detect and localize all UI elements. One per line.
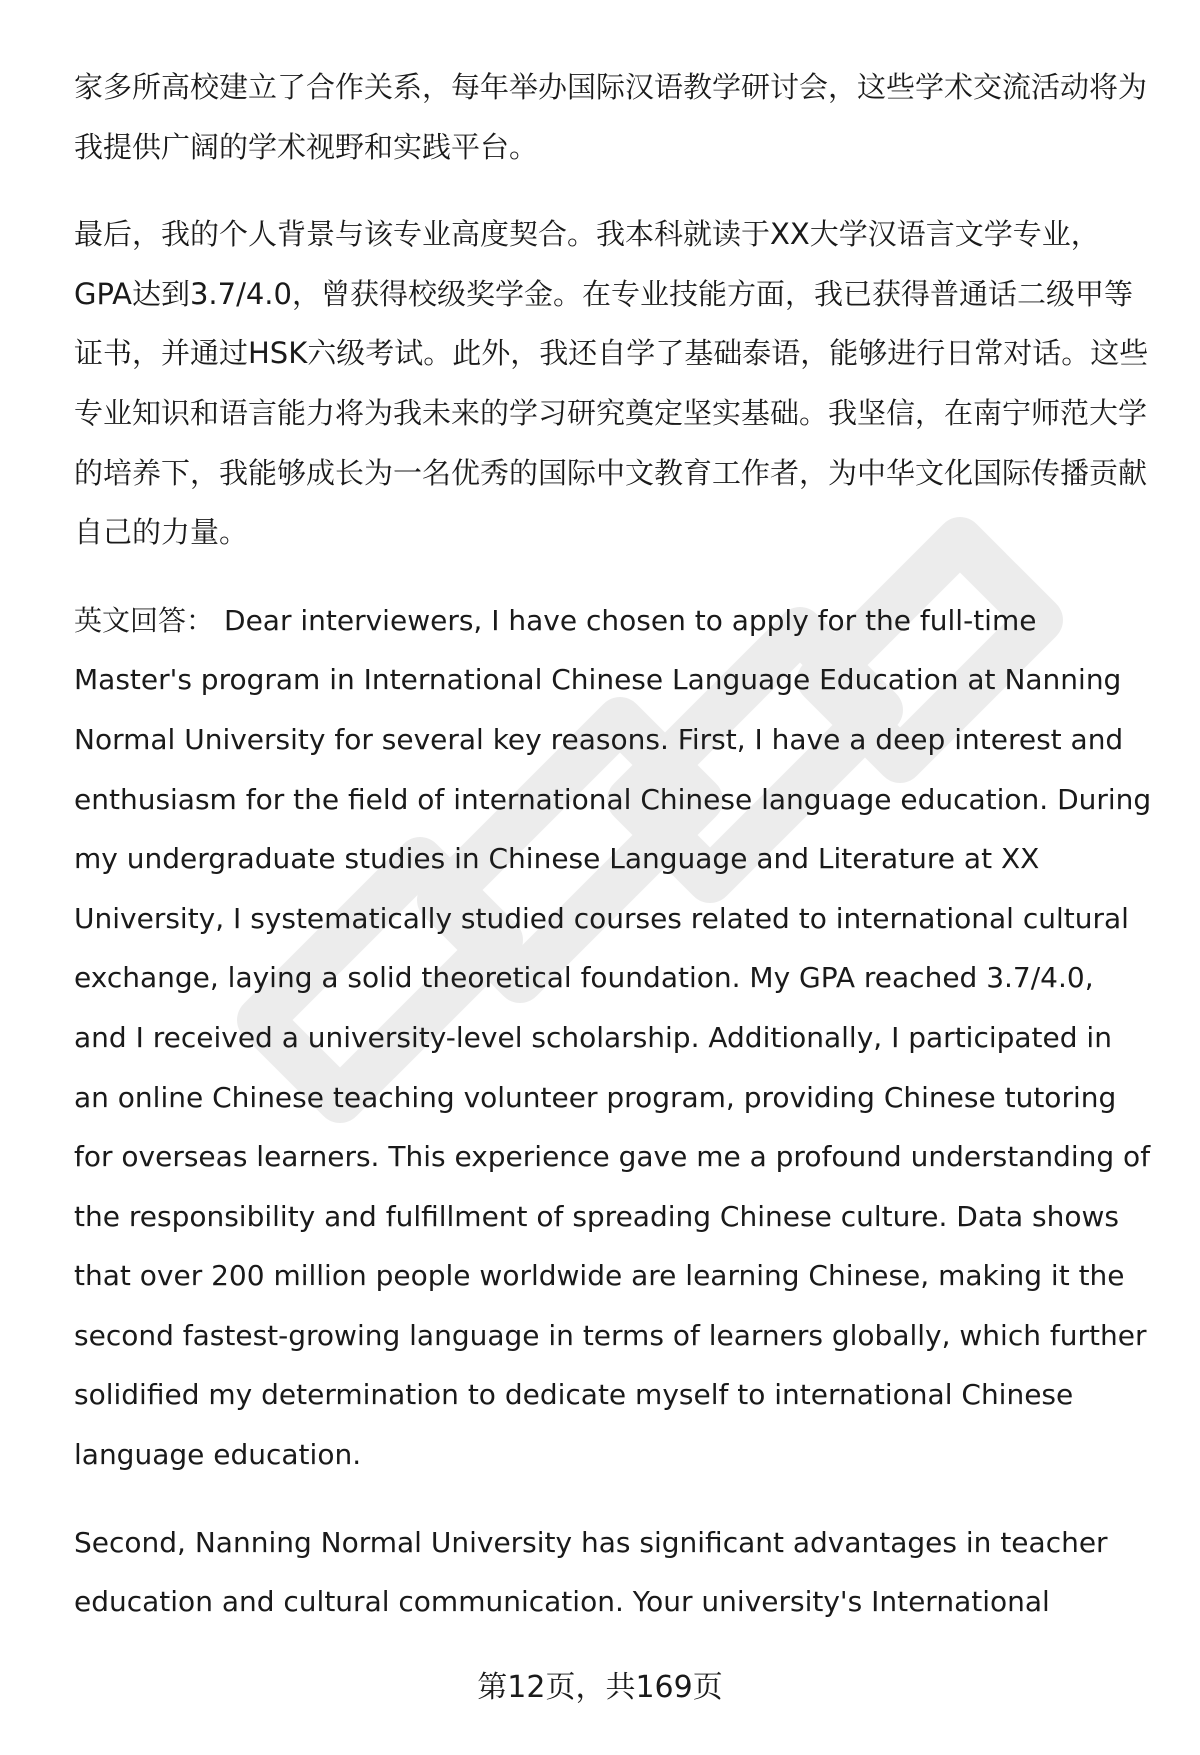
page-number-footer: 第12页，共169页 — [477, 1670, 723, 1705]
paragraph-1: 家多所高校建立了合作关系，每年举办国际汉语教学研讨会，这些学术交流活动将为我提供广阔的学术视野和实践平台。 — [74, 70, 1148, 164]
paragraph-4: Second, Nanning Normal University has significant advantages in teacher education and cultural communication. Your university's International — [74, 1525, 1108, 1619]
paragraph-3 — [74, 591, 1154, 1485]
paragraph-2: 最后，我的个人背景与该专业高度契合。我本科就读于XX大学汉语言文学专业，GPA达到3.7/4.0，曾获得校级奖学金。在专业技能方面，我已获得普通话二级甲等证书，并通过HSK六级考试。此外，我还自学了基础泰语，能够进行日常对话。这些专业知识和语言能力将为我未来的学习研究奠定坚实基础。我坚信，在南宁师范大学的培养下，我能够成长为一名优秀的国际中文教育工作者，为中华文化国际传播贡献自己的力量。 — [74, 217, 1149, 550]
document-page — [74, 58, 1154, 1660]
paragraph-3-text: Dear interviewers, I have chosen to apply for the full-time Master's program in International Chinese Language Education at Nanning Normal University for several key reasons. First, I have a deep interest and enthusiasm for the field of international Chinese language education. During my undergraduate studies in Chinese Language and Literature at XX University, I systematically studied courses related to international cultural exchange, laying a solid theoretical foundation. My GPA reached 3.7/4.0, and I received a university-level scholarship. Additionally, I participated in an online Chinese teaching volunteer program, providing Chinese tutoring for overseas learners. This experience gave me a profound understanding of the responsibility and fulfillment of spreading Chinese culture. Data shows that over 200 million people worldwide are learning Chinese, making it the second fastest-growing language in terms of learners globally, which further solidified my determination to dedicate myself to international Chinese language education. — [74, 603, 1152, 1472]
english-answer-label: 英文回答： — [74, 603, 215, 637]
